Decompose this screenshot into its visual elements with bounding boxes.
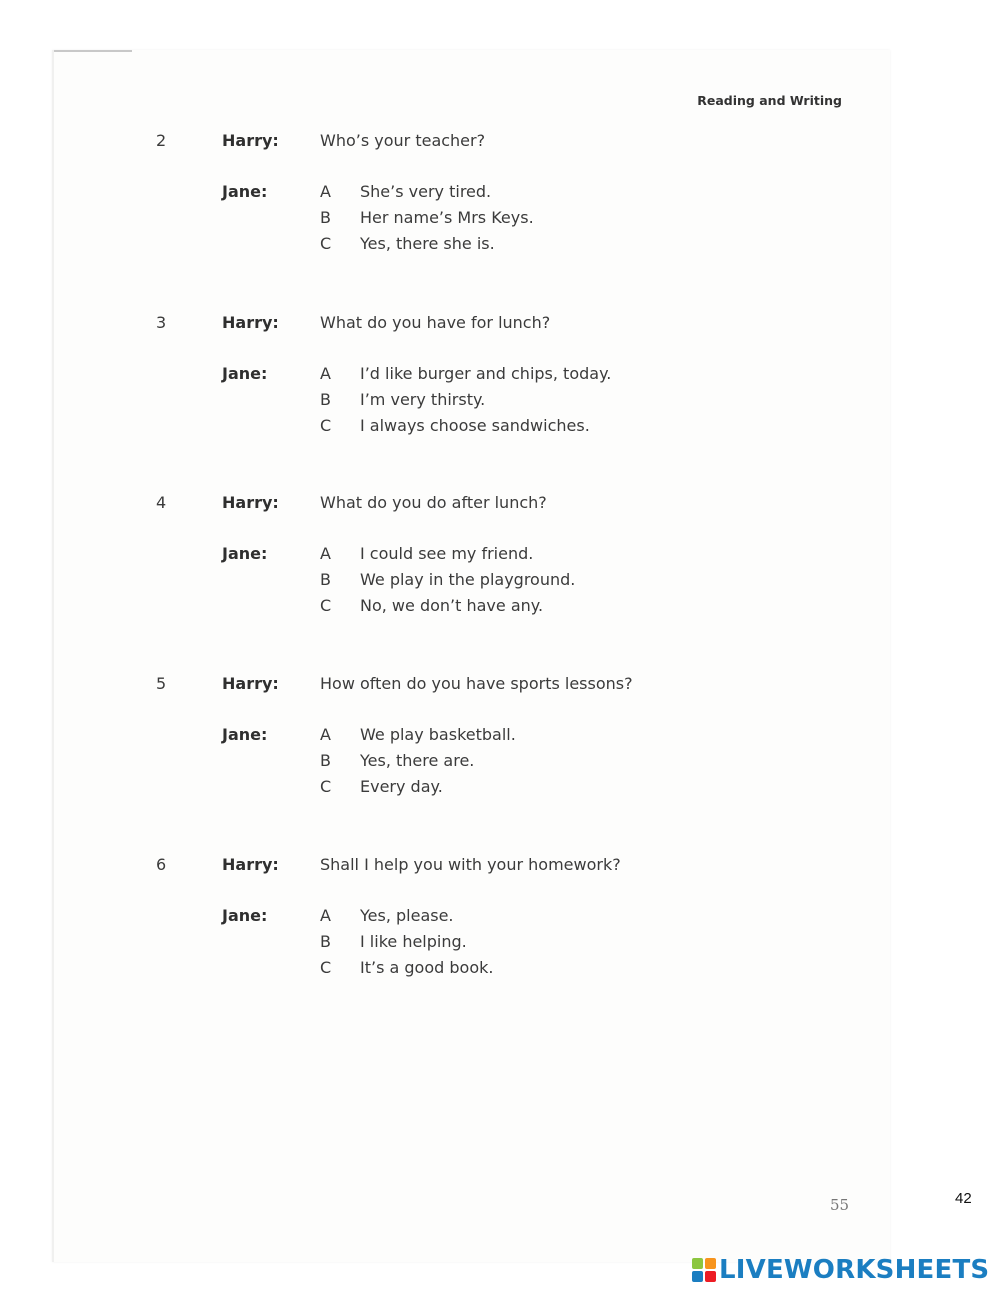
question-prompt: Who’s your teacher?: [320, 131, 486, 150]
scan-edge-mark: [52, 50, 132, 52]
option-letter: B: [320, 932, 331, 951]
option-letter: A: [320, 544, 331, 563]
option-text: Every day.: [360, 777, 443, 796]
answer-option[interactable]: [320, 596, 575, 622]
logo-square-icon: [692, 1258, 703, 1269]
speaker-jane: Jane:: [222, 364, 268, 383]
option-letter: A: [320, 182, 331, 201]
option-letter: A: [320, 725, 331, 744]
answer-options: [320, 725, 516, 803]
answer-option[interactable]: [320, 234, 534, 260]
option-text: We play in the playground.: [360, 570, 576, 589]
option-letter: B: [320, 751, 331, 770]
speaker-harry: Harry:: [222, 674, 279, 693]
answer-option[interactable]: [320, 544, 575, 570]
question-prompt: How often do you have sports lessons?: [320, 674, 633, 693]
question-number: 5: [156, 674, 167, 693]
option-letter: B: [320, 208, 331, 227]
liveworksheets-logo[interactable]: [692, 1254, 989, 1286]
option-text: I always choose sandwiches.: [360, 416, 590, 435]
answer-option[interactable]: [320, 751, 516, 777]
speaker-harry: Harry:: [222, 313, 279, 332]
logo-square-icon: [705, 1258, 716, 1269]
worksheet-number: 42: [955, 1190, 972, 1207]
option-letter: A: [320, 906, 331, 925]
question-prompt: What do you do after lunch?: [320, 493, 547, 512]
option-letter: C: [320, 777, 332, 796]
answer-option[interactable]: [320, 390, 611, 416]
speaker-harry: Harry:: [222, 493, 279, 512]
option-text: No, we don’t have any.: [360, 596, 544, 615]
answer-options: [320, 544, 575, 622]
speaker-jane: Jane:: [222, 182, 268, 201]
speaker-jane: Jane:: [222, 725, 268, 744]
question-prompt: Shall I help you with your homework?: [320, 855, 621, 874]
question-number: 6: [156, 855, 167, 874]
option-text: We play basketball.: [360, 725, 516, 744]
answer-option[interactable]: [320, 570, 575, 596]
logo-square-icon: [692, 1271, 703, 1282]
question-number: 3: [156, 313, 167, 332]
logo-text: LIVEWORKSHEETS: [719, 1255, 990, 1285]
option-text: I’m very thirsty.: [360, 390, 486, 409]
answer-option[interactable]: [320, 416, 611, 442]
option-letter: A: [320, 364, 331, 383]
question-prompt: What do you have for lunch?: [320, 313, 551, 332]
answer-option[interactable]: [320, 777, 516, 803]
speaker-jane: Jane:: [222, 544, 268, 563]
answer-option[interactable]: [320, 906, 493, 932]
option-letter: C: [320, 596, 332, 615]
option-letter: B: [320, 390, 331, 409]
liveworksheets-logo-icon: [692, 1258, 716, 1282]
option-text: Yes, there are.: [360, 751, 475, 770]
speaker-harry: Harry:: [222, 855, 279, 874]
section-header: Reading and Writing: [697, 93, 842, 108]
answer-option[interactable]: [320, 208, 534, 234]
option-text: I could see my friend.: [360, 544, 534, 563]
answer-option[interactable]: [320, 932, 493, 958]
answer-options: [320, 364, 611, 442]
speaker-harry: Harry:: [222, 131, 279, 150]
page-number: 55: [830, 1196, 850, 1214]
option-text: Yes, there she is.: [360, 234, 495, 253]
option-text: I like helping.: [360, 932, 467, 951]
answer-options: [320, 182, 534, 260]
option-text: Her name’s Mrs Keys.: [360, 208, 534, 227]
option-text: Yes, please.: [360, 906, 454, 925]
question-number: 2: [156, 131, 167, 150]
answer-option[interactable]: [320, 364, 611, 390]
answer-option[interactable]: [320, 958, 493, 984]
option-text: She’s very tired.: [360, 182, 492, 201]
answer-option[interactable]: [320, 182, 534, 208]
option-letter: C: [320, 416, 332, 435]
option-letter: C: [320, 958, 332, 977]
scan-left-edge: [52, 50, 54, 1262]
option-text: It’s a good book.: [360, 958, 494, 977]
answer-options: [320, 906, 493, 984]
option-text: I’d like burger and chips, today.: [360, 364, 612, 383]
speaker-jane: Jane:: [222, 906, 268, 925]
logo-square-icon: [705, 1271, 716, 1282]
option-letter: B: [320, 570, 331, 589]
answer-option[interactable]: [320, 725, 516, 751]
question-number: 4: [156, 493, 167, 512]
option-letter: C: [320, 234, 332, 253]
